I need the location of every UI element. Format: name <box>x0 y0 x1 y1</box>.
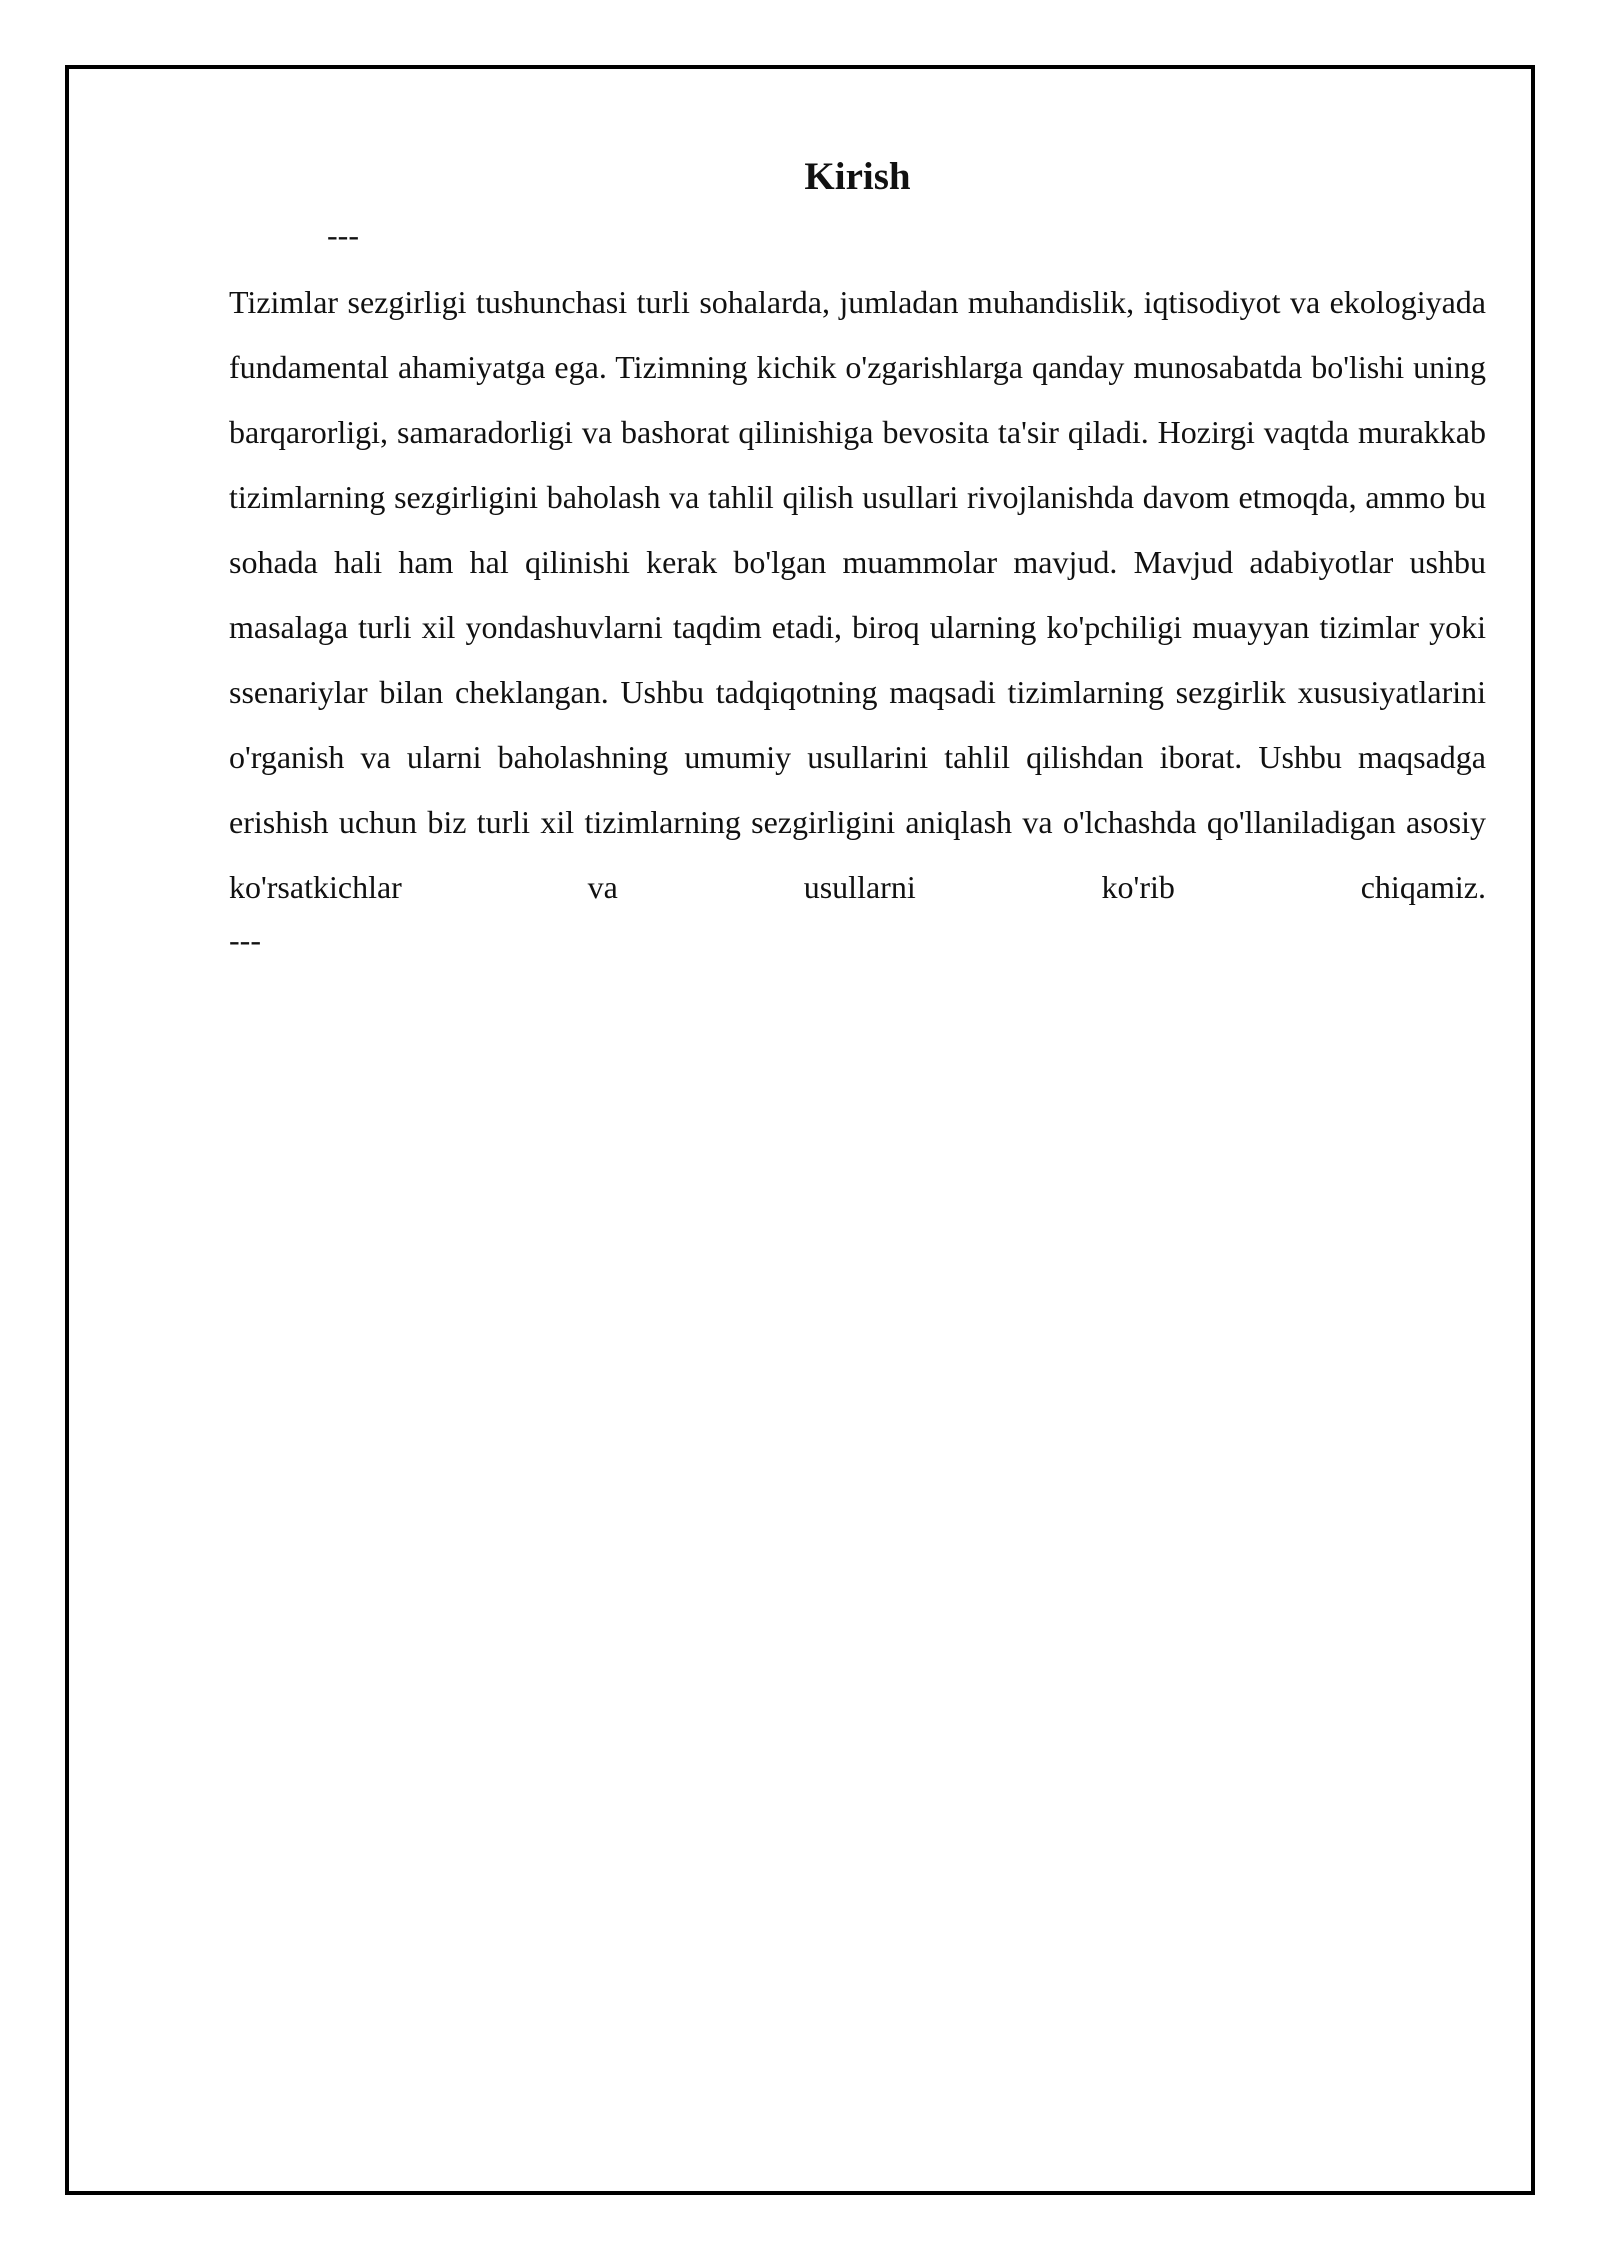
document-body <box>229 150 1486 960</box>
intro-paragraph: Tizimlar sezgirligi tushunchasi turli sohalarda, jumladan muhandislik, iqtisodiyot va ekologiyada fundamental ahamiyatga ega. Tizimning kichik o'zgarishlarga qanday munosabatda bo'lishi uning barqarorligi, samaradorligi va bashorat qilinishiga bevosita ta'sir qiladi. Hozirgi vaqtda murakkab tizimlarning sezgirligini baholash va tahlil qilish usullari rivojlanishda davom etmoqda, ammo bu sohada hali ham hal qilinishi kerak bo'lgan muammolar mavjud. Mavjud adabiyotlar ushbu masalaga turli xil yondashuvlarni taqdim etadi, biroq ularning ko'pchiligi muayyan tizimlar yoki ssenariylar bilan cheklangan. Ushbu tadqiqotning maqsadi tizimlarning sezgirlik xususiyatlarini o'rganish va ularni baholashning umumiy usullarini tahlil qilishdan iborat. Ushbu maqsadga erishish uchun biz turli xil tizimlarning sezgirligini aniqlash va o'lchashda qo'llaniladigan asosiy ko'rsatkichlar va usullarni ko'rib chiqamiz. <box>229 284 1486 905</box>
document-title: Kirish <box>804 155 911 198</box>
separator-bottom: --- <box>229 922 261 958</box>
separator-top: --- <box>327 217 359 253</box>
